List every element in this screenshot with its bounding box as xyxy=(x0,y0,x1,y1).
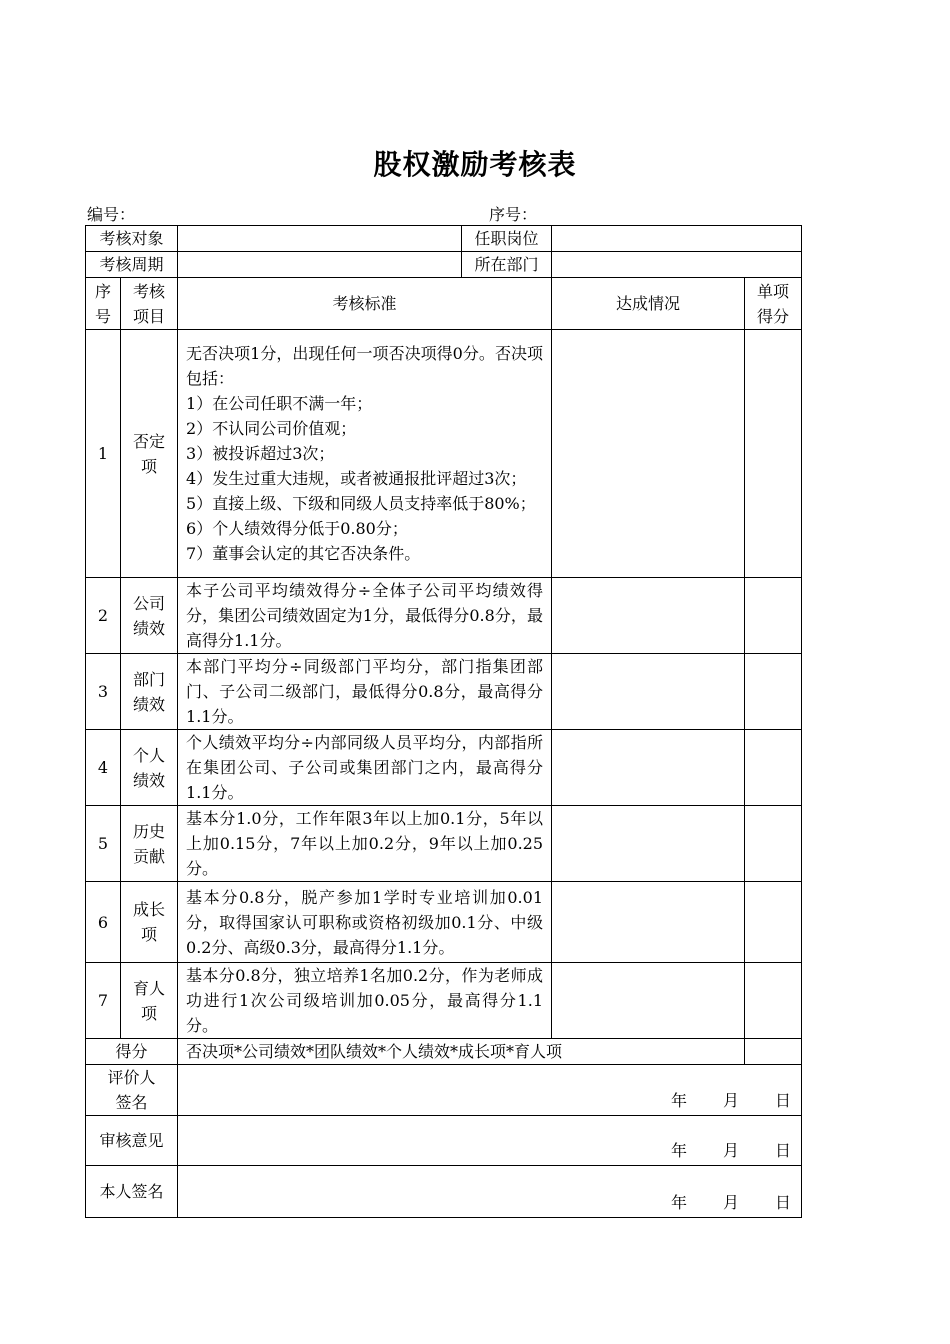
score-cell[interactable] xyxy=(745,806,802,882)
position-label: 任职岗位 xyxy=(462,226,552,252)
col-score-header: 单项 得分 xyxy=(745,278,802,330)
achievement-cell[interactable] xyxy=(552,578,745,654)
review-opinion-row xyxy=(86,1116,802,1166)
evaluator-label: 评价人 签名 xyxy=(86,1065,178,1116)
score-cell[interactable] xyxy=(745,963,802,1039)
score-cell[interactable] xyxy=(745,730,802,806)
item-name: 个人 绩效 xyxy=(121,730,178,806)
date-line: 年 月 日 xyxy=(671,1193,792,1212)
item-name: 育人 项 xyxy=(121,963,178,1039)
item-standard: 本子公司平均绩效得分÷全体子公司平均绩效得分，集团公司绩效固定为1分，最低得分0.8分，最高得分1.1分。 xyxy=(178,578,552,654)
table-row xyxy=(86,578,802,654)
item-name: 部门 绩效 xyxy=(121,654,178,730)
item-name: 成长 项 xyxy=(121,882,178,963)
achievement-cell[interactable] xyxy=(552,654,745,730)
period-label: 考核周期 xyxy=(86,252,178,278)
score-cell[interactable] xyxy=(745,578,802,654)
review-label: 审核意见 xyxy=(86,1116,178,1166)
item-number: 4 xyxy=(86,730,121,806)
item-number: 7 xyxy=(86,963,121,1039)
item-name: 公司 绩效 xyxy=(121,578,178,654)
score-cell[interactable] xyxy=(745,882,802,963)
item-number: 3 xyxy=(86,654,121,730)
col-standard-header: 考核标准 xyxy=(178,278,552,330)
dept-label: 所在部门 xyxy=(462,252,552,278)
table-row xyxy=(86,330,802,578)
table-row xyxy=(86,806,802,882)
period-field[interactable] xyxy=(178,252,462,278)
target-field[interactable] xyxy=(178,226,462,252)
self-signature-row xyxy=(86,1166,802,1218)
col-item-header: 考核 项目 xyxy=(121,278,178,330)
total-score-row xyxy=(86,1039,802,1065)
achievement-cell[interactable] xyxy=(552,806,745,882)
score-formula: 否决项*公司绩效*团队绩效*个人绩效*成长项*育人项 xyxy=(178,1039,745,1065)
table-row xyxy=(86,963,802,1039)
item-standard: 无否决项1分，出现任何一项否决项得0分。否决项包括： 1）在公司任职不满一年； 2）不认同公司价值观； 3）被投诉超过3次； 4）发生过重大违规，或者被通报批评超过3次； 5）直接上级、下级和同级人员支持率低于80%； 6）个人绩效得分低于0.80分； 7）董事会认定的其它否决条件。 xyxy=(178,330,552,578)
item-number: 6 xyxy=(86,882,121,963)
dept-field[interactable] xyxy=(552,252,802,278)
date-line: 年 月 日 xyxy=(671,1141,792,1160)
date-line: 年 月 日 xyxy=(671,1091,792,1110)
achievement-cell[interactable] xyxy=(552,330,745,578)
assessment-table xyxy=(85,225,802,1218)
item-standard: 个人绩效平均分÷内部同级人员平均分，内部指所在集团公司、子公司或集团部门之内，最高得分1.1分。 xyxy=(178,730,552,806)
item-standard: 基本分1.0分，工作年限3年以上加0.1分，5年以上加0.15分，7年以上加0.2分，9年以上加0.25分。 xyxy=(178,806,552,882)
evaluator-signature-field[interactable] xyxy=(178,1065,802,1116)
item-standard: 本部门平均分÷同级部门平均分，部门指集团部门、子公司二级部门，最低得分0.8分，最高得分1.1分。 xyxy=(178,654,552,730)
item-number: 5 xyxy=(86,806,121,882)
self-signature-field[interactable] xyxy=(178,1166,802,1218)
self-sign-label: 本人签名 xyxy=(86,1166,178,1218)
score-cell[interactable] xyxy=(745,654,802,730)
item-standard: 基本分0.8分，脱产参加1学时专业培训加0.01分，取得国家认可职称或资格初级加0.1分、中级0.2分、高级0.3分，最高得分1.1分。 xyxy=(178,882,552,963)
score-cell[interactable] xyxy=(745,330,802,578)
achievement-cell[interactable] xyxy=(552,882,745,963)
review-opinion-field[interactable] xyxy=(178,1116,802,1166)
item-number: 2 xyxy=(86,578,121,654)
position-field[interactable] xyxy=(552,226,802,252)
col-seq-header: 序 号 xyxy=(86,278,121,330)
target-label: 考核对象 xyxy=(86,226,178,252)
table-row xyxy=(86,654,802,730)
col-achievement-header: 达成情况 xyxy=(552,278,745,330)
code-label: 编号： xyxy=(87,205,136,224)
table-row xyxy=(86,882,802,963)
achievement-cell[interactable] xyxy=(552,963,745,1039)
achievement-cell[interactable] xyxy=(552,730,745,806)
item-name: 历史 贡献 xyxy=(121,806,178,882)
evaluator-signature-row xyxy=(86,1065,802,1116)
total-score-cell[interactable] xyxy=(745,1039,802,1065)
seq-label: 序号： xyxy=(489,205,538,224)
item-number: 1 xyxy=(86,330,121,578)
item-standard: 基本分0.8分，独立培养1名加0.2分，作为老师成功进行1次公司级培训加0.05分，最高得分1.1分。 xyxy=(178,963,552,1039)
total-score-label: 得分 xyxy=(86,1039,178,1065)
item-name: 否定 项 xyxy=(121,330,178,578)
page-title: 股权激励考核表 xyxy=(373,148,577,181)
table-row xyxy=(86,730,802,806)
